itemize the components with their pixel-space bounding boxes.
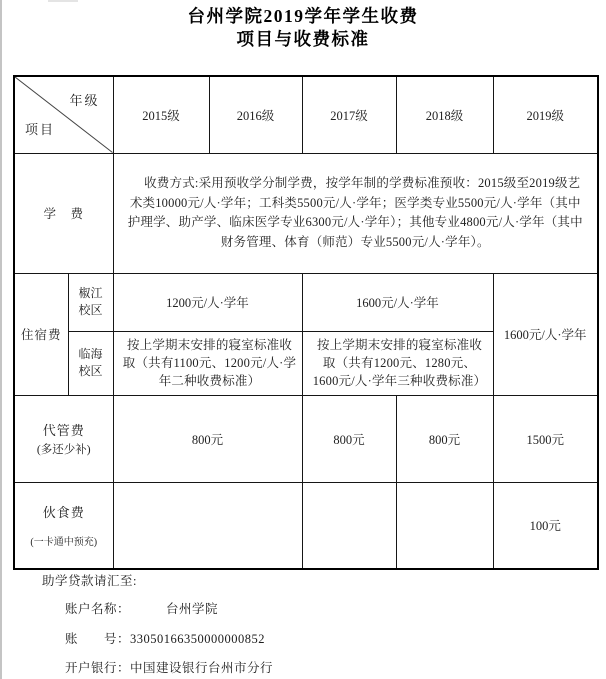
corner-year-label: 年级 [69,93,100,108]
scan-noise-artifact [48,0,78,2]
agency-fee-2015-2016: 800元 [113,395,302,482]
agency-fee-label [14,395,113,482]
year-header-2019: 2019级 [493,76,598,153]
title-line-2: 项目与收费标准 [236,29,370,49]
diagonal-divider [15,77,113,153]
meal-fee-2015-2016 [113,482,302,569]
meal-fee-2018 [396,482,493,569]
agency-fee-2018: 800元 [396,395,493,482]
year-header-2016: 2016级 [209,76,302,153]
account-number-line [65,629,265,647]
table-header-row [14,76,598,153]
year-header-2017: 2017级 [302,76,396,153]
dorm-fee-jiaojiang-2017-2018: 1600元/人·学年 [302,273,493,331]
meal-fee-2017 [302,482,396,569]
meal-fee-2019: 100元 [493,482,598,569]
corner-item-label: 项目 [25,121,56,137]
account-number-value: 33050166350000000852 [130,632,266,646]
corner-header-cell [14,76,113,153]
dorm-fee-linhai-2015-2016: 按上学期末安排的寝室标准收取（共有1100元、1200元/人·学年二种收费标准） [113,331,302,395]
document-title [0,5,606,51]
agency-fee-label-note: (多还少补) [36,444,91,456]
tuition-description: 收费方式:采用预收学分制学费，按学年制的学费标准预收：2015级至2019级艺术类10000元/人·学年；工科类5500元/人·学年；医学类专业5500元/人·学年（其中护理学、助产学、临床医学专业6300元/人·学年）；其他专业4800元/人·学年（其中财务管理、体育（师范）专业5500元/人·学年）。 [113,153,598,273]
accommodation-label: 住宿费 [14,273,68,395]
dorm-fee-2019: 1600元/人·学年 [493,273,598,395]
meal-fee-label [14,482,113,569]
account-name-value: 台州学院 [166,602,219,616]
dorm-jiaojiang-row [14,273,598,331]
campus-linhai-text: 临海校区 [78,347,103,378]
title-line-1: 台州学院2019学年学生收费 [187,6,419,26]
dorm-fee-jiaojiang-2015-2016: 1200元/人·学年 [113,273,302,331]
meal-fee-row [14,482,598,569]
account-name-line [65,599,218,617]
scan-edge-artifact [0,0,2,679]
campus-jiaojiang [68,273,113,331]
agency-fee-2019: 1500元 [493,395,598,482]
campus-jiaojiang-text: 椒江校区 [78,286,103,317]
year-header-2015: 2015级 [113,76,209,153]
dorm-fee-linhai-2017-2018: 按上学期末安排的寝室标准收取（共有1200元、1280元、1600元/人·学年三种收费标准） [302,331,493,395]
meal-fee-label-note: (一卡通中预充) [30,537,98,549]
fee-table [13,75,599,570]
meal-fee-label-main: 伙食费 [42,505,85,521]
campus-linhai [68,331,113,395]
agency-fee-2017: 800元 [302,395,396,482]
account-number-label: 账 号： [65,632,131,646]
agency-fee-label-main: 代管费 [42,423,85,438]
account-name-label: 账户名称： [65,602,131,616]
bank-line [65,658,273,676]
bank-name-value: 中国建设银行台州市分行 [130,661,274,675]
agency-fee-row [14,395,598,482]
bank-label: 开户银行： [65,661,131,675]
tuition-label: 学 费 [14,153,113,273]
loan-notice: 助学贷款请汇至: [42,574,137,588]
tuition-row [14,153,598,273]
year-header-2018: 2018级 [396,76,493,153]
